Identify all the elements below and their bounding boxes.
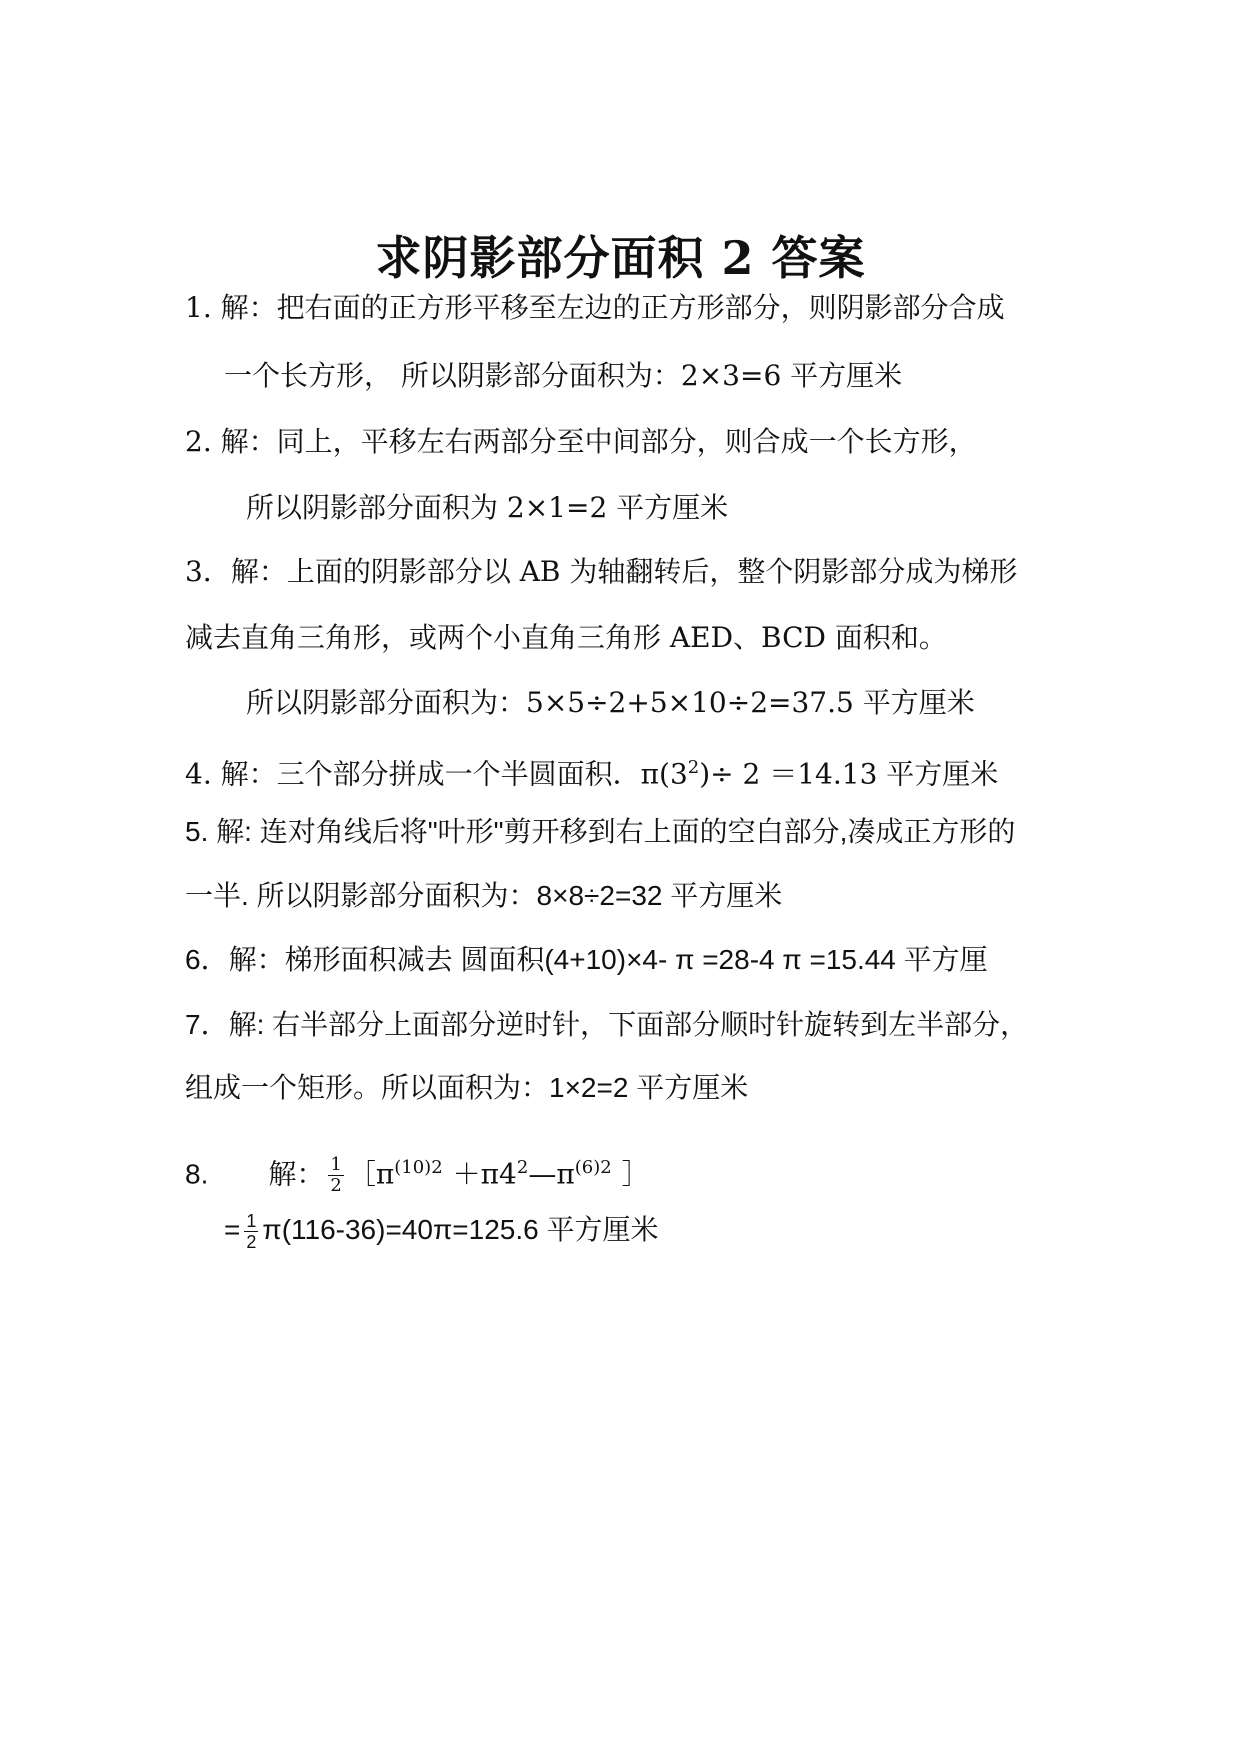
answer-3-line-2: 减去直角三角形，或两个小直角三角形 AED、BCD 面积和。 — [185, 621, 947, 654]
answer-7-line-2: 组成一个矩形。所以面积为：1×2=2 平方厘米 — [185, 1072, 749, 1103]
answer-8-line-1: 8. 解： $\frac{1}{2}$ $[\pi^{(10)2}$ $+\pi 4^2—\pi^{(6)2}$ ］ — [185, 1154, 650, 1197]
half-fraction-2: $\frac{1}{2}$ — [246, 1211, 257, 1253]
answer-1-line-2: 一个长方形， 所以阴影部分面积为：2×3=6 平方厘米 — [224, 359, 903, 392]
answer-4-post: )÷ 2 ＝14.13 平方厘米 — [699, 757, 999, 791]
answer-5-line-2: 一半. 所以阴影部分面积为：8×8÷2=32 平方厘米 — [185, 880, 783, 911]
answer-8-number: 8. — [185, 1158, 209, 1190]
answer-8-line-2: = $\frac{1}{2}$ π(116-36)=40π=125.6 平方厘米 — [224, 1211, 659, 1253]
answer-7-line-1: 7．解: 右半部分上面部分逆时针，下面部分顺时针旋转到左半部分， — [185, 1009, 1029, 1040]
sup-6: (6)2 — [574, 1157, 612, 1178]
answer-6-line: 6．解：梯形面积减去 圆面积(4+10)×4- π =28-4 π =15.44 平方厘 — [185, 944, 988, 975]
answer-8-label: 解： — [268, 1157, 325, 1191]
answer-2-line-1: 2. 解：同上，平移左右两部分至中间部分，则合成一个长方形， — [185, 425, 977, 458]
answer-3-line-3: 所以阴影部分面积为：5×5÷2+5×10÷2=37.5 平方厘米 — [246, 686, 975, 719]
answer-3-line-1: 3．解：上面的阴影部分以 AB 为轴翻转后，整个阴影部分成为梯形 — [185, 555, 1018, 588]
page-title: 求阴影部分面积 2 答案 — [375, 231, 866, 285]
answer-2-line-2: 所以阴影部分面积为 2×1=2 平方厘米 — [246, 491, 729, 524]
answer-4-line — [185, 748, 998, 794]
half-fraction: $\frac{1}{2}$ — [330, 1154, 342, 1197]
answer-4-sup: 2 — [687, 757, 700, 778]
answer-5-line-1: 5. 解: 连对角线后将"叶形"剪开移到右上面的空白部分,凑成正方形的 — [185, 816, 1016, 847]
answer-1-line-1: 1. 解：把右面的正方形平移至左边的正方形部分，则阴影部分合成 — [185, 291, 1005, 324]
answer-4-pre: 4. 解：三个部分拼成一个半圆面积．π(3 — [185, 757, 688, 791]
sup-10: (10)2 — [394, 1157, 443, 1178]
